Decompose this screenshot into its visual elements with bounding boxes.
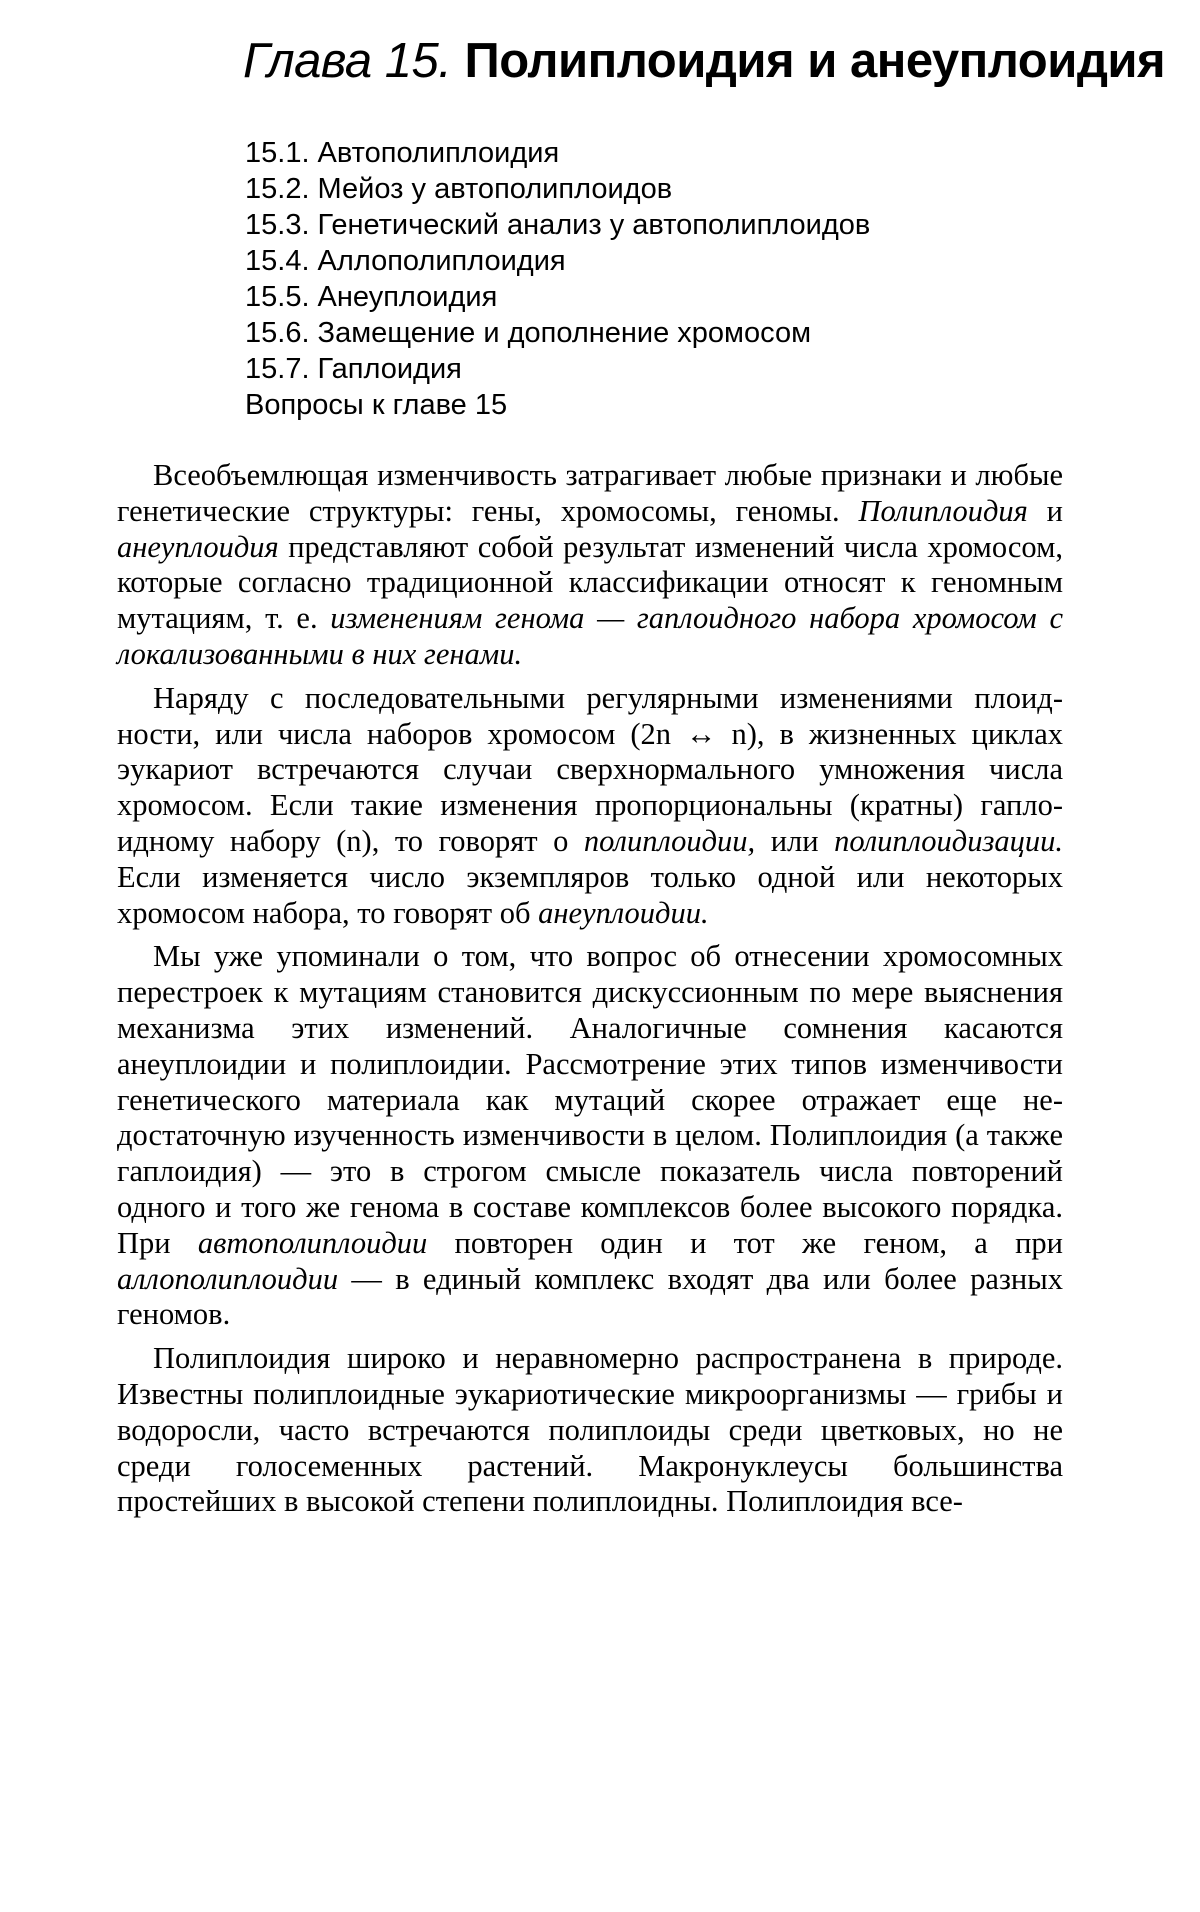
paragraph-1 <box>117 458 1063 673</box>
term-aneuploidy: анеуплоидии. <box>538 895 709 930</box>
definition-genome-change: изменениям генома — гаплоидного набора хромосом с локализованными в них генами. <box>117 601 1063 671</box>
paragraph-3 <box>117 939 1063 1333</box>
term-polyploidization: полиплоидизации. <box>834 823 1063 858</box>
text-run: — в единый комплекс входят два или более разных геномов. <box>117 1261 1063 1332</box>
term-allopolyploidy: аллополиплоидии <box>117 1261 339 1296</box>
toc-item: 15.3. Генетический анализ у автополиплоидов <box>245 209 871 241</box>
toc-item: 15.2. Мейоз у автополиплоидов <box>245 173 673 205</box>
toc-item: 15.7. Гаплоидия <box>245 353 462 385</box>
term-aneuploidy: анеуплоидия <box>117 529 279 564</box>
body-text <box>117 458 1063 1520</box>
toc-item: 15.6. Замещение и дополнение хромосом <box>245 317 812 349</box>
chapter-label: Глава 15. <box>243 34 452 88</box>
text-run: повторен один и тот же геном, а при <box>427 1225 1063 1260</box>
text-run: Мы уже упоминали о том, что вопрос об отнесении хромосомных перестроек к мутациям становится дискуссионным по мере выяснения механизма этих изменений. Аналогичные сомнения касаются анеуплоидии и полиплоидии. Рассмотрение этих типов изменчивости генетического материала как мутаций скорее отражает еще недостаточную изученность изменчивости в целом. Полиплоидия (а также гаплоидия) — это в строгом смысле показатель числа повторений одного и того же генома в составе комплексов более высокого порядка. При <box>117 939 1063 1260</box>
term-polyploidy: Полиплоидия <box>858 493 1028 528</box>
toc-item: Вопросы к главе 15 <box>245 389 508 421</box>
paragraph-2 <box>117 681 1063 932</box>
text-run: Наряду с последовательными регулярными изменениями плоидности, или числа наборов хромосом (2n ↔ n), в жизненных циклах эукариот встречаются случаи сверхнормального умножения числа хромосом. Если такие изменения пропорциональны (кратны) гаплоидному набору (n), то говорят о <box>117 680 1063 858</box>
text-run: Если изменяется число экземпляров только одной или некоторых хромосом набора, то говорят об <box>117 859 1063 930</box>
toc-item: 15.1. Автополиплоидия <box>245 137 560 169</box>
text-run: Всеобъемлющая изменчивость затрагивает любые признаки и любые генетические структуры: гены, хромосомы, геномы. <box>117 458 1063 528</box>
chapter-title <box>243 26 1165 96</box>
table-of-contents <box>245 135 870 423</box>
term-polyploidy: полиплоидии, <box>583 823 756 858</box>
paragraph-4 <box>117 1341 1063 1520</box>
text-run: или <box>755 823 835 858</box>
toc-item: 15.4. Аллополиплоидия <box>245 245 566 277</box>
toc-item: 15.5. Анеуплоидия <box>245 281 498 313</box>
term-autopolyploidy: автополиплоидии <box>197 1225 428 1260</box>
text-run: Полиплоидия широко и неравномерно распространена в природе. Известны полиплоидные эукариотические микроорганизмы — грибы и водоросли, часто встречаются полиплоиды среди цветковых, но не среди голосеменных растений. Макронуклеусы большинства простейших в высокой степени полиплоидны. Полиплоидия все- <box>117 1341 1063 1519</box>
text-run: представляют собой результат изменений числа хромосом, которые согласно традиционной классификации относят к геномным мутациям, т. е. <box>117 529 1063 636</box>
chapter-name: Полиплоидия и анеуплоидия <box>464 34 1166 88</box>
text-run: и <box>1027 493 1063 528</box>
